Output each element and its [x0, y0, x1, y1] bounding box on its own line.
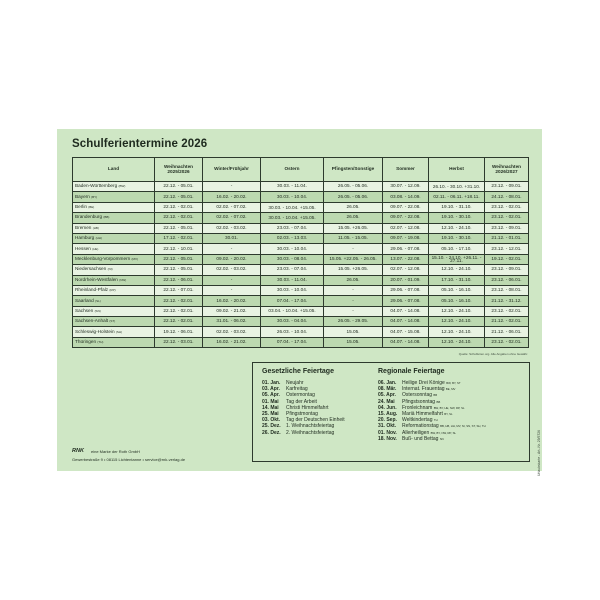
date-cell: 07.04. - 17.04.	[261, 337, 324, 347]
state-abbreviation: (SH)	[115, 329, 123, 334]
state-cell	[73, 296, 155, 306]
date-cell: 23.12. - 02.01.	[485, 306, 529, 316]
date-cell: 20.07. - 01.09.	[383, 275, 429, 285]
date-cell: 29.06. - 07.08.	[383, 244, 429, 254]
date-cell: -	[203, 275, 261, 285]
date-cell: -	[203, 182, 261, 192]
holiday-name: Neujahr	[286, 380, 304, 386]
date-cell: 22.12. - 02.01.	[155, 306, 203, 316]
date-cell: 15.10. - 24.10. +26.11. - 27.11.	[429, 254, 485, 264]
table-row	[73, 182, 529, 192]
date-cell: 16.02. - 21.02.	[203, 337, 261, 347]
holiday-item	[262, 430, 345, 436]
state-name: Sachsen-Anhalt	[75, 318, 109, 324]
holiday-date: 05. Apr.	[262, 392, 280, 399]
holiday-name: Christi Himmelfahrt	[286, 404, 329, 411]
state-abbreviation: (NW)	[119, 277, 127, 282]
date-cell: 22.12. - 05.01.	[155, 192, 203, 202]
date-cell: 09.02. - 20.02.	[203, 254, 261, 264]
table-row	[73, 296, 529, 306]
date-cell: 22.12. - 02.01.	[155, 296, 203, 306]
date-cell: 02.02. - 07.02.	[203, 213, 261, 223]
date-cell: 16.02. - 20.02.	[203, 192, 261, 202]
holiday-states: BW, BY, HE, NW, RP, SL	[433, 405, 465, 410]
rnk-logo: RNK	[72, 448, 84, 454]
state-abbreviation: (ST)	[109, 319, 116, 324]
holiday-name: Mariä Himmelfahrt	[402, 411, 443, 418]
date-cell: 22.12. - 05.01.	[155, 254, 203, 264]
holiday-date: 05. Apr.	[378, 392, 396, 399]
date-cell: 16.02. - 20.02.	[203, 296, 261, 306]
holiday-date: 24. Mai	[378, 398, 395, 405]
state-name: Sachsen	[75, 307, 94, 313]
holiday-date: 03. Okt.	[262, 417, 281, 424]
column-header: Weihnachten 2025/2026	[155, 158, 203, 182]
state-cell	[73, 202, 155, 212]
date-cell: 31.01. - 06.02.	[203, 317, 261, 327]
date-cell: 30.03. - 08.04.	[261, 254, 324, 264]
holiday-date: 15. Aug.	[378, 411, 398, 418]
holiday-name: Weltkindertag	[402, 417, 433, 424]
date-cell: 21.12. - 06.01.	[485, 327, 529, 337]
table-row	[73, 265, 529, 275]
state-cell	[73, 337, 155, 347]
table-row	[73, 254, 529, 264]
holiday-name: Pfingstsonntag	[402, 398, 436, 405]
date-cell: 24.12. - 08.01.	[485, 192, 529, 202]
holiday-date: 18. Nov.	[378, 435, 397, 442]
state-abbreviation: (RP)	[109, 288, 116, 293]
date-cell: 22.12. - 03.01.	[155, 337, 203, 347]
state-abbreviation: (HB)	[92, 225, 99, 230]
date-cell: 29.06. - 07.08.	[383, 285, 429, 295]
date-cell: 23.12. - 02.01.	[485, 337, 529, 347]
date-cell: 30.03. - 04.04.	[261, 317, 324, 327]
holiday-date: 01. Jan.	[262, 380, 281, 386]
holiday-states: SN	[439, 436, 444, 441]
column-header: Ostern	[261, 158, 324, 182]
brand-text: eine Marke der Roth GmbH	[91, 449, 140, 454]
date-cell: 02.02. - 03.02.	[203, 265, 261, 275]
regional-holidays-list	[378, 380, 486, 442]
holiday-date: 04. Jun.	[378, 404, 397, 411]
column-header: Winter/Frühjahr	[203, 158, 261, 182]
holiday-name: Pfingstmontag	[286, 411, 318, 418]
date-cell: 02.02. - 07.02.	[203, 202, 261, 212]
date-cell: 12.10. - 24.10.	[429, 223, 485, 233]
date-cell: 05.10. - 17.10.	[429, 244, 485, 254]
date-cell: 22.12. - 07.01.	[155, 285, 203, 295]
date-cell: 30.03. - 11.04.	[261, 182, 324, 192]
date-cell: 04.07. - 15.08.	[383, 327, 429, 337]
state-abbreviation: (NI)	[107, 267, 113, 272]
date-cell: 09.07. - 19.08.	[383, 233, 429, 243]
state-cell	[73, 254, 155, 264]
holiday-name: Karfreitag	[286, 386, 308, 393]
date-cell: 26.05. - 29.05.	[324, 317, 383, 327]
holiday-states: BE, MV	[445, 387, 456, 392]
state-name: Rheinland-Pfalz	[75, 287, 109, 293]
date-cell: 13.07. - 22.08.	[383, 254, 429, 264]
date-cell: 26.10. - 30.10. +31.10.	[429, 182, 485, 192]
date-cell: 09.07. - 22.08.	[383, 202, 429, 212]
date-cell: -	[324, 285, 383, 295]
date-cell: -	[203, 244, 261, 254]
date-cell: 02.03. - 13.03.	[261, 233, 324, 243]
page-title: Schulferientermine 2026	[72, 138, 208, 150]
date-cell: 23.12. - 02.01.	[485, 213, 529, 223]
national-holidays-title: Gesetzliche Feiertage	[262, 368, 334, 375]
holiday-name: Ostermontag	[286, 392, 315, 399]
table-row	[73, 285, 529, 295]
date-cell: 23.12. - 09.01.	[485, 182, 529, 192]
date-cell: 15.05. +26.05.	[324, 265, 383, 275]
table-row	[73, 202, 529, 212]
column-header: Herbst	[429, 158, 485, 182]
table-row	[73, 244, 529, 254]
date-cell: 09.02. - 21.02.	[203, 306, 261, 316]
date-cell: -	[203, 285, 261, 295]
column-header: Land	[73, 158, 155, 182]
date-cell: 22.12. - 05.01.	[155, 223, 203, 233]
date-cell: 21.12. - 02.01.	[485, 317, 529, 327]
state-name: Thüringen	[75, 339, 97, 345]
holiday-states: BB	[436, 399, 441, 404]
date-cell: 23.03. - 07.04.	[261, 223, 324, 233]
date-cell: 02.11. - 06.11. +18.11.	[429, 192, 485, 202]
date-cell: 12.10. - 24.10.	[429, 337, 485, 347]
date-cell: 11.05. - 15.05.	[324, 233, 383, 243]
state-cell	[73, 265, 155, 275]
date-cell: -	[324, 244, 383, 254]
holiday-item	[378, 436, 486, 442]
regional-holidays-title: Regionale Feiertage	[378, 368, 445, 375]
state-cell	[73, 233, 155, 243]
date-cell: 26.03. - 10.04.	[261, 327, 324, 337]
date-cell: 29.06. - 07.08.	[383, 296, 429, 306]
state-cell	[73, 223, 155, 233]
state-cell	[73, 317, 155, 327]
state-name: Hamburg	[75, 235, 95, 241]
date-cell: 30.03. - 11.04.	[261, 275, 324, 285]
date-cell: 19.12. - 02.01.	[485, 254, 529, 264]
state-cell	[73, 213, 155, 223]
state-abbreviation: (HE)	[92, 246, 99, 251]
holiday-states: BB, HB, HH, MV, NI, SN, ST, SH, TH	[440, 424, 486, 429]
date-cell: 22.12. - 06.01.	[155, 275, 203, 285]
holiday-date: 26. Dez.	[262, 429, 281, 436]
date-cell: 26.05.	[324, 202, 383, 212]
date-cell: 22.12. - 05.01.	[155, 265, 203, 275]
state-name: Nordrhein-Westfalen	[75, 276, 118, 282]
date-cell: 30.07. - 12.09.	[383, 182, 429, 192]
holiday-date: 03. Apr.	[262, 386, 280, 393]
date-cell: 12.10. - 24.10.	[429, 265, 485, 275]
date-cell: 30.03. - 10.04. +15.05.	[261, 202, 324, 212]
table-row	[73, 306, 529, 316]
date-cell: 02.07. - 12.08.	[383, 223, 429, 233]
date-cell: 23.12. - 12.01.	[485, 244, 529, 254]
date-cell: -	[324, 306, 383, 316]
date-cell: 22.12. - 05.01.	[155, 182, 203, 192]
holiday-states: BY, SL	[444, 412, 453, 417]
state-cell	[73, 182, 155, 192]
state-abbreviation: (HH)	[95, 236, 102, 241]
date-cell: 12.10. - 24.10.	[429, 306, 485, 316]
national-holidays-list	[262, 380, 345, 436]
date-cell: 19.12. - 06.01.	[155, 327, 203, 337]
holiday-name: Heilige Drei Könige	[402, 380, 445, 386]
date-cell: -	[324, 296, 383, 306]
state-cell	[73, 192, 155, 202]
state-abbreviation: (SN)	[94, 308, 101, 313]
date-cell: 03.04. - 10.04. +15.05.	[261, 306, 324, 316]
holiday-date: 01. Nov.	[378, 429, 397, 436]
date-cell: 17.10. - 31.10.	[429, 275, 485, 285]
holiday-name: Fronleichnam	[402, 404, 433, 411]
state-name: Schleswig-Holstein	[75, 328, 115, 334]
date-cell: 02.07. - 12.08.	[383, 265, 429, 275]
holiday-name: Tag der Arbeit	[286, 398, 317, 405]
date-cell: 15.05.	[324, 337, 383, 347]
date-cell: 04.07. - 14.08.	[383, 337, 429, 347]
table-header-row	[73, 158, 529, 182]
school-holidays-table	[72, 157, 529, 348]
holiday-date: 14. Mai	[262, 404, 279, 411]
state-name: Bremen	[75, 224, 92, 230]
date-cell: 12.10. - 24.10.	[429, 317, 485, 327]
column-header: Sommer	[383, 158, 429, 182]
date-cell: 22.12. - 02.01.	[155, 202, 203, 212]
date-cell: 30.03. - 10.04. +15.05.	[261, 213, 324, 223]
holiday-states: BW, BY, NW, RP, SL	[430, 430, 457, 435]
table-row	[73, 233, 529, 243]
date-cell: 03.08. - 14.09.	[383, 192, 429, 202]
holiday-name: Ostersonntag	[402, 392, 433, 399]
state-cell	[73, 327, 155, 337]
holiday-date: 25. Mai	[262, 411, 279, 418]
date-cell: 30.03. - 10.04.	[261, 192, 324, 202]
state-cell	[73, 244, 155, 254]
holiday-name: Internat. Frauentag	[402, 386, 445, 393]
source-note: Quelle: Schulferien.org. Alle Angaben ohne Gewähr.	[458, 352, 528, 356]
holiday-name: Tag der Deutschen Einheit	[286, 417, 345, 424]
state-name: Brandenburg	[75, 214, 103, 220]
holiday-name: Reformationstag	[402, 423, 439, 430]
table-row	[73, 327, 529, 337]
holiday-date: 25. Dez.	[262, 423, 281, 430]
date-cell: 23.12. - 09.01.	[485, 265, 529, 275]
date-cell: 26.05.	[324, 275, 383, 285]
date-cell: 19.10. - 30.10.	[429, 233, 485, 243]
date-cell: 26.05. - 05.06.	[324, 182, 383, 192]
date-cell: 22.12. - 10.01.	[155, 244, 203, 254]
state-abbreviation: (BB)	[103, 215, 110, 220]
date-cell: 26.05.	[324, 213, 383, 223]
holiday-date: 06. Jan.	[378, 380, 397, 386]
state-name: Hessen	[75, 245, 91, 251]
table-row	[73, 317, 529, 327]
holiday-date: 20. Sep.	[378, 417, 397, 424]
date-cell: 26.05. - 05.06.	[324, 192, 383, 202]
holiday-states: TH	[433, 418, 438, 423]
holiday-date: 01. Mai	[262, 398, 279, 405]
date-cell: 30.01.	[203, 233, 261, 243]
date-cell: 19.10. - 31.10.	[429, 202, 485, 212]
date-cell: 02.02. - 03.02.	[203, 223, 261, 233]
table-row	[73, 337, 529, 347]
date-cell: 05.10. - 16.10.	[429, 285, 485, 295]
state-cell	[73, 285, 155, 295]
state-abbreviation: (BY)	[91, 194, 98, 199]
table-row	[73, 275, 529, 285]
holiday-name: 1. Weihnachtsfeiertag	[286, 423, 335, 430]
state-abbreviation: (BW)	[118, 184, 126, 189]
date-cell: 30.03. - 10.04.	[261, 285, 324, 295]
date-cell: 04.07. - 14.08.	[383, 306, 429, 316]
date-cell: 05.10. - 16.10.	[429, 296, 485, 306]
holiday-date: 31. Okt.	[378, 423, 397, 430]
date-cell: 15.05. +22.05. - 26.05.	[324, 254, 383, 264]
holiday-states: BB	[433, 393, 438, 398]
state-name: Berlin	[75, 204, 87, 210]
state-abbreviation: (BE)	[88, 205, 95, 210]
date-cell: 30.03. - 10.04.	[261, 244, 324, 254]
holidays-box	[252, 362, 530, 462]
date-cell: 15.05. +26.05.	[324, 223, 383, 233]
date-cell: 15.05.	[324, 327, 383, 337]
state-name: Baden-Württemberg	[75, 183, 118, 189]
holiday-name: Allerheiligen	[402, 429, 430, 436]
state-abbreviation: (MV)	[131, 257, 139, 262]
date-cell: 02.02. - 03.02.	[203, 327, 261, 337]
state-name: Saarland	[75, 297, 94, 303]
holiday-name: Buß- und Bettag	[402, 435, 439, 442]
date-cell: 23.12. - 08.01.	[485, 285, 529, 295]
holiday-states: BW, BY, ST	[446, 381, 461, 385]
company-address: Gewerbestraße 9 • 08115 Lichtentanne • service@rnk-verlag.de	[72, 457, 186, 462]
table-row	[73, 213, 529, 223]
date-cell: 17.12. - 02.01.	[155, 233, 203, 243]
state-abbreviation: (TH)	[97, 340, 104, 345]
column-header: Weihnachten 2026/2027	[485, 158, 529, 182]
column-header: Pfingsten/Sonstige	[324, 158, 383, 182]
state-name: Bayern	[75, 193, 90, 199]
state-cell	[73, 306, 155, 316]
state-cell	[73, 275, 155, 285]
state-name: Mecklenburg-Vorpommern	[75, 256, 131, 262]
state-name: Niedersachsen	[75, 266, 107, 272]
date-cell: 23.12. - 02.01.	[485, 202, 529, 212]
date-cell: 22.12. - 02.01.	[155, 317, 203, 327]
article-number: Urlaubskarte - Art.-Nr. 29/5726	[537, 430, 541, 476]
date-cell: 09.07. - 22.08.	[383, 213, 429, 223]
date-cell: 12.10. - 24.10.	[429, 327, 485, 337]
date-cell: 07.04. - 17.04.	[261, 296, 324, 306]
state-abbreviation: (SL)	[95, 298, 101, 303]
date-cell: 23.03. - 07.04.	[261, 265, 324, 275]
date-cell: 23.12. - 09.01.	[485, 223, 529, 233]
date-cell: 19.10. - 30.10.	[429, 213, 485, 223]
holiday-name: 2. Weihnachtsfeiertag	[286, 429, 335, 436]
table-row	[73, 223, 529, 233]
date-cell: 21.12. - 31.12.	[485, 296, 529, 306]
date-cell: 22.12. - 02.01.	[155, 213, 203, 223]
date-cell: 23.12. - 06.01.	[485, 275, 529, 285]
table-row	[73, 192, 529, 202]
date-cell: 04.07. - 14.08.	[383, 317, 429, 327]
holiday-date: 08. Mär.	[378, 386, 397, 393]
date-cell: 21.12. - 01.01.	[485, 233, 529, 243]
